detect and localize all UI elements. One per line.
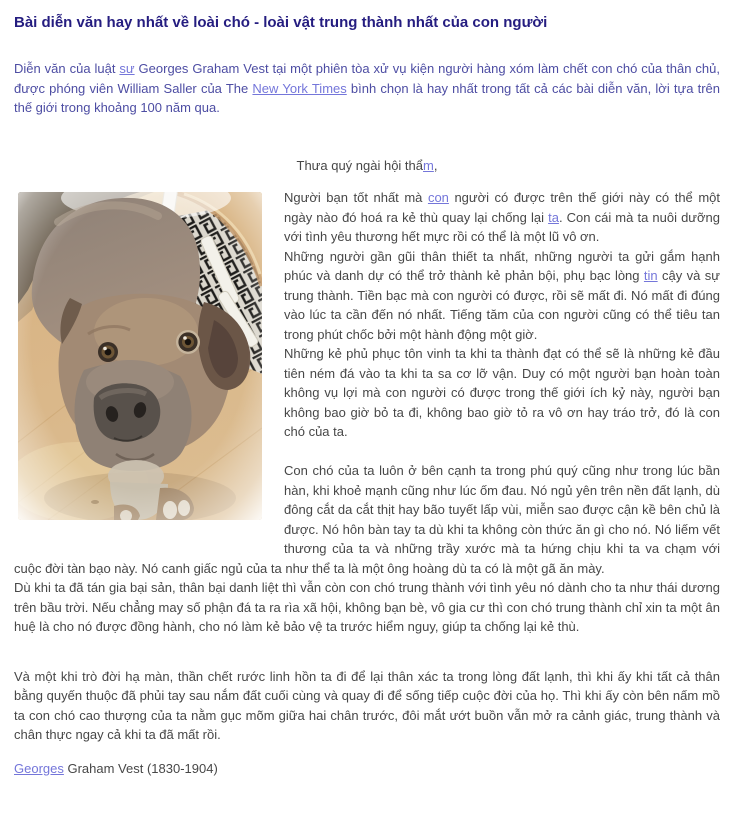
text-run: Thưa quý ngài hội thẩ: [296, 157, 424, 173]
inline-link[interactable]: New York Times: [252, 80, 347, 96]
inline-link[interactable]: con: [427, 190, 449, 205]
text-run: . Con cái mà ta nuôi dưỡng với tình yêu thương hết mực rồi có thể là một lũ vô ơn.: [284, 209, 720, 244]
text-run: Những người gần gũi thân thiết ta nhất, những người ta gửi gắm hạnh phúc và danh dự có thể trở thành kẻ phản bội, phụ bạc lòng: [284, 248, 720, 283]
text-run: Georges Graham Vest tại một phiên tòa xử vụ kiện người hàng xóm làm chết con chó của thân chủ, được phóng viên William Saller của The: [14, 61, 720, 96]
text-run: người có được trên thế giới này có thể một ngày nào đó hoá ra kẻ thù quay lại chống lại: [284, 190, 720, 225]
text-run: cậy và sự trung thành. Tiền bạc mà con người có được, rồi sẽ mất đi. Nó mất đi đúng vào lúc ta cần đến nó nhất. Tiếng tăm của con người cũng có thể tiêu tan trong phút chốc bởi một hành động một giờ.: [284, 268, 720, 342]
text-run: Và một khi trò đời hạ màn, thần chết rước linh hồn ta đi để lại thân xác ta trong lòng đất lạnh, thì khi ấy khi tất cả thân bằng quyến thuộc đã phủi tay sau nắm đất cuối cùng và quay đi để sống tiếp cuộc đời của họ. Thì khi ấy còn bên nấm mồ ta con chó cao thượng của ta nằm gục mõm giữa hai chân trước, đôi mắt ướt buồn vẫn mở ra cảnh giác, trung thành và chân thực ngay cả khi ta đã mất rồi.: [14, 668, 720, 742]
text-run: Graham Vest (1830-1904): [63, 760, 218, 776]
page-title: Bài diễn văn hay nhất về loài chó - loài vật trung thành nhất của con người: [14, 14, 548, 31]
speech-paragraph: [14, 578, 720, 637]
inline-link[interactable]: m: [423, 157, 434, 173]
text-run: bình chọn là hay nhất trong tất cả các bài diễn văn, lời tựa trên thế giới trong khoảng 100 năm qua.: [14, 80, 721, 115]
inline-link[interactable]: Georges: [14, 760, 64, 776]
text-run: Diễn văn của luật: [14, 61, 120, 76]
inline-link[interactable]: tin: [643, 268, 658, 283]
speech-paragraph: [14, 667, 720, 745]
dog-photo: [18, 192, 262, 520]
salutation-line: [14, 156, 720, 176]
inline-link[interactable]: sư: [119, 61, 135, 76]
article-body: [14, 188, 720, 778]
text-run: Con chó của ta luôn ở bên cạnh ta trong phú quý cũng như trong lúc bần hàn, khi khoẻ mạnh cũng như lúc ốm đau. Nó ngủ yên trên nền đất lạnh, dù đông cắt da cắt thịt hay bão tuyết lấp vùi, miễn sao được cận kề bên chủ là được. Nó hôn bàn tay ta dù khi ta không còn thức ăn gì cho nó. Nó liếm vết thương của ta và những trầy xước mà ta hứng chịu khi ta va chạm với cuộc đời tàn bạo này. Nó canh giấc ngủ của ta như thể ta là một ông hoàng dù ta có là một gã ăn mày.: [14, 463, 720, 576]
text-run: Những kẻ phủ phục tôn vinh ta khi ta thành đạt có thể sẽ là những kẻ đầu tiên ném đá vào ta khi ta sa cơ lỡ vận. Duy có một người bạn hoàn toàn không vụ lợi mà con người có được trong thế giới ích kỷ này, người bạn không bao giờ bỏ ta đi, không bao giờ tỏ ra vô ơn hay tráo trở, đó là con chó của ta.: [284, 346, 720, 439]
inline-link[interactable]: ta: [548, 209, 559, 225]
author-signature: [14, 759, 720, 779]
text-run: ,: [433, 157, 438, 173]
text-run: Người bạn tốt nhất mà: [284, 190, 428, 205]
intro-paragraph: [14, 59, 720, 118]
text-run: Dù khi ta đã tán gia bại sản, thân bại danh liệt thì vẫn còn con chó trung thành với tình yêu nó dành cho ta như thái dương trên bầu trời. Nếu chẳng may số phận đá ta ra rìa xã hội, không bạn bè, vô gia cư thì con chó trung thành chỉ xin ta một ân huệ là cho nó được đồng hành, cho nó làm kẻ bảo vệ ta trước hiểm nguy, giúp ta chống lại kẻ thù.: [14, 580, 720, 634]
